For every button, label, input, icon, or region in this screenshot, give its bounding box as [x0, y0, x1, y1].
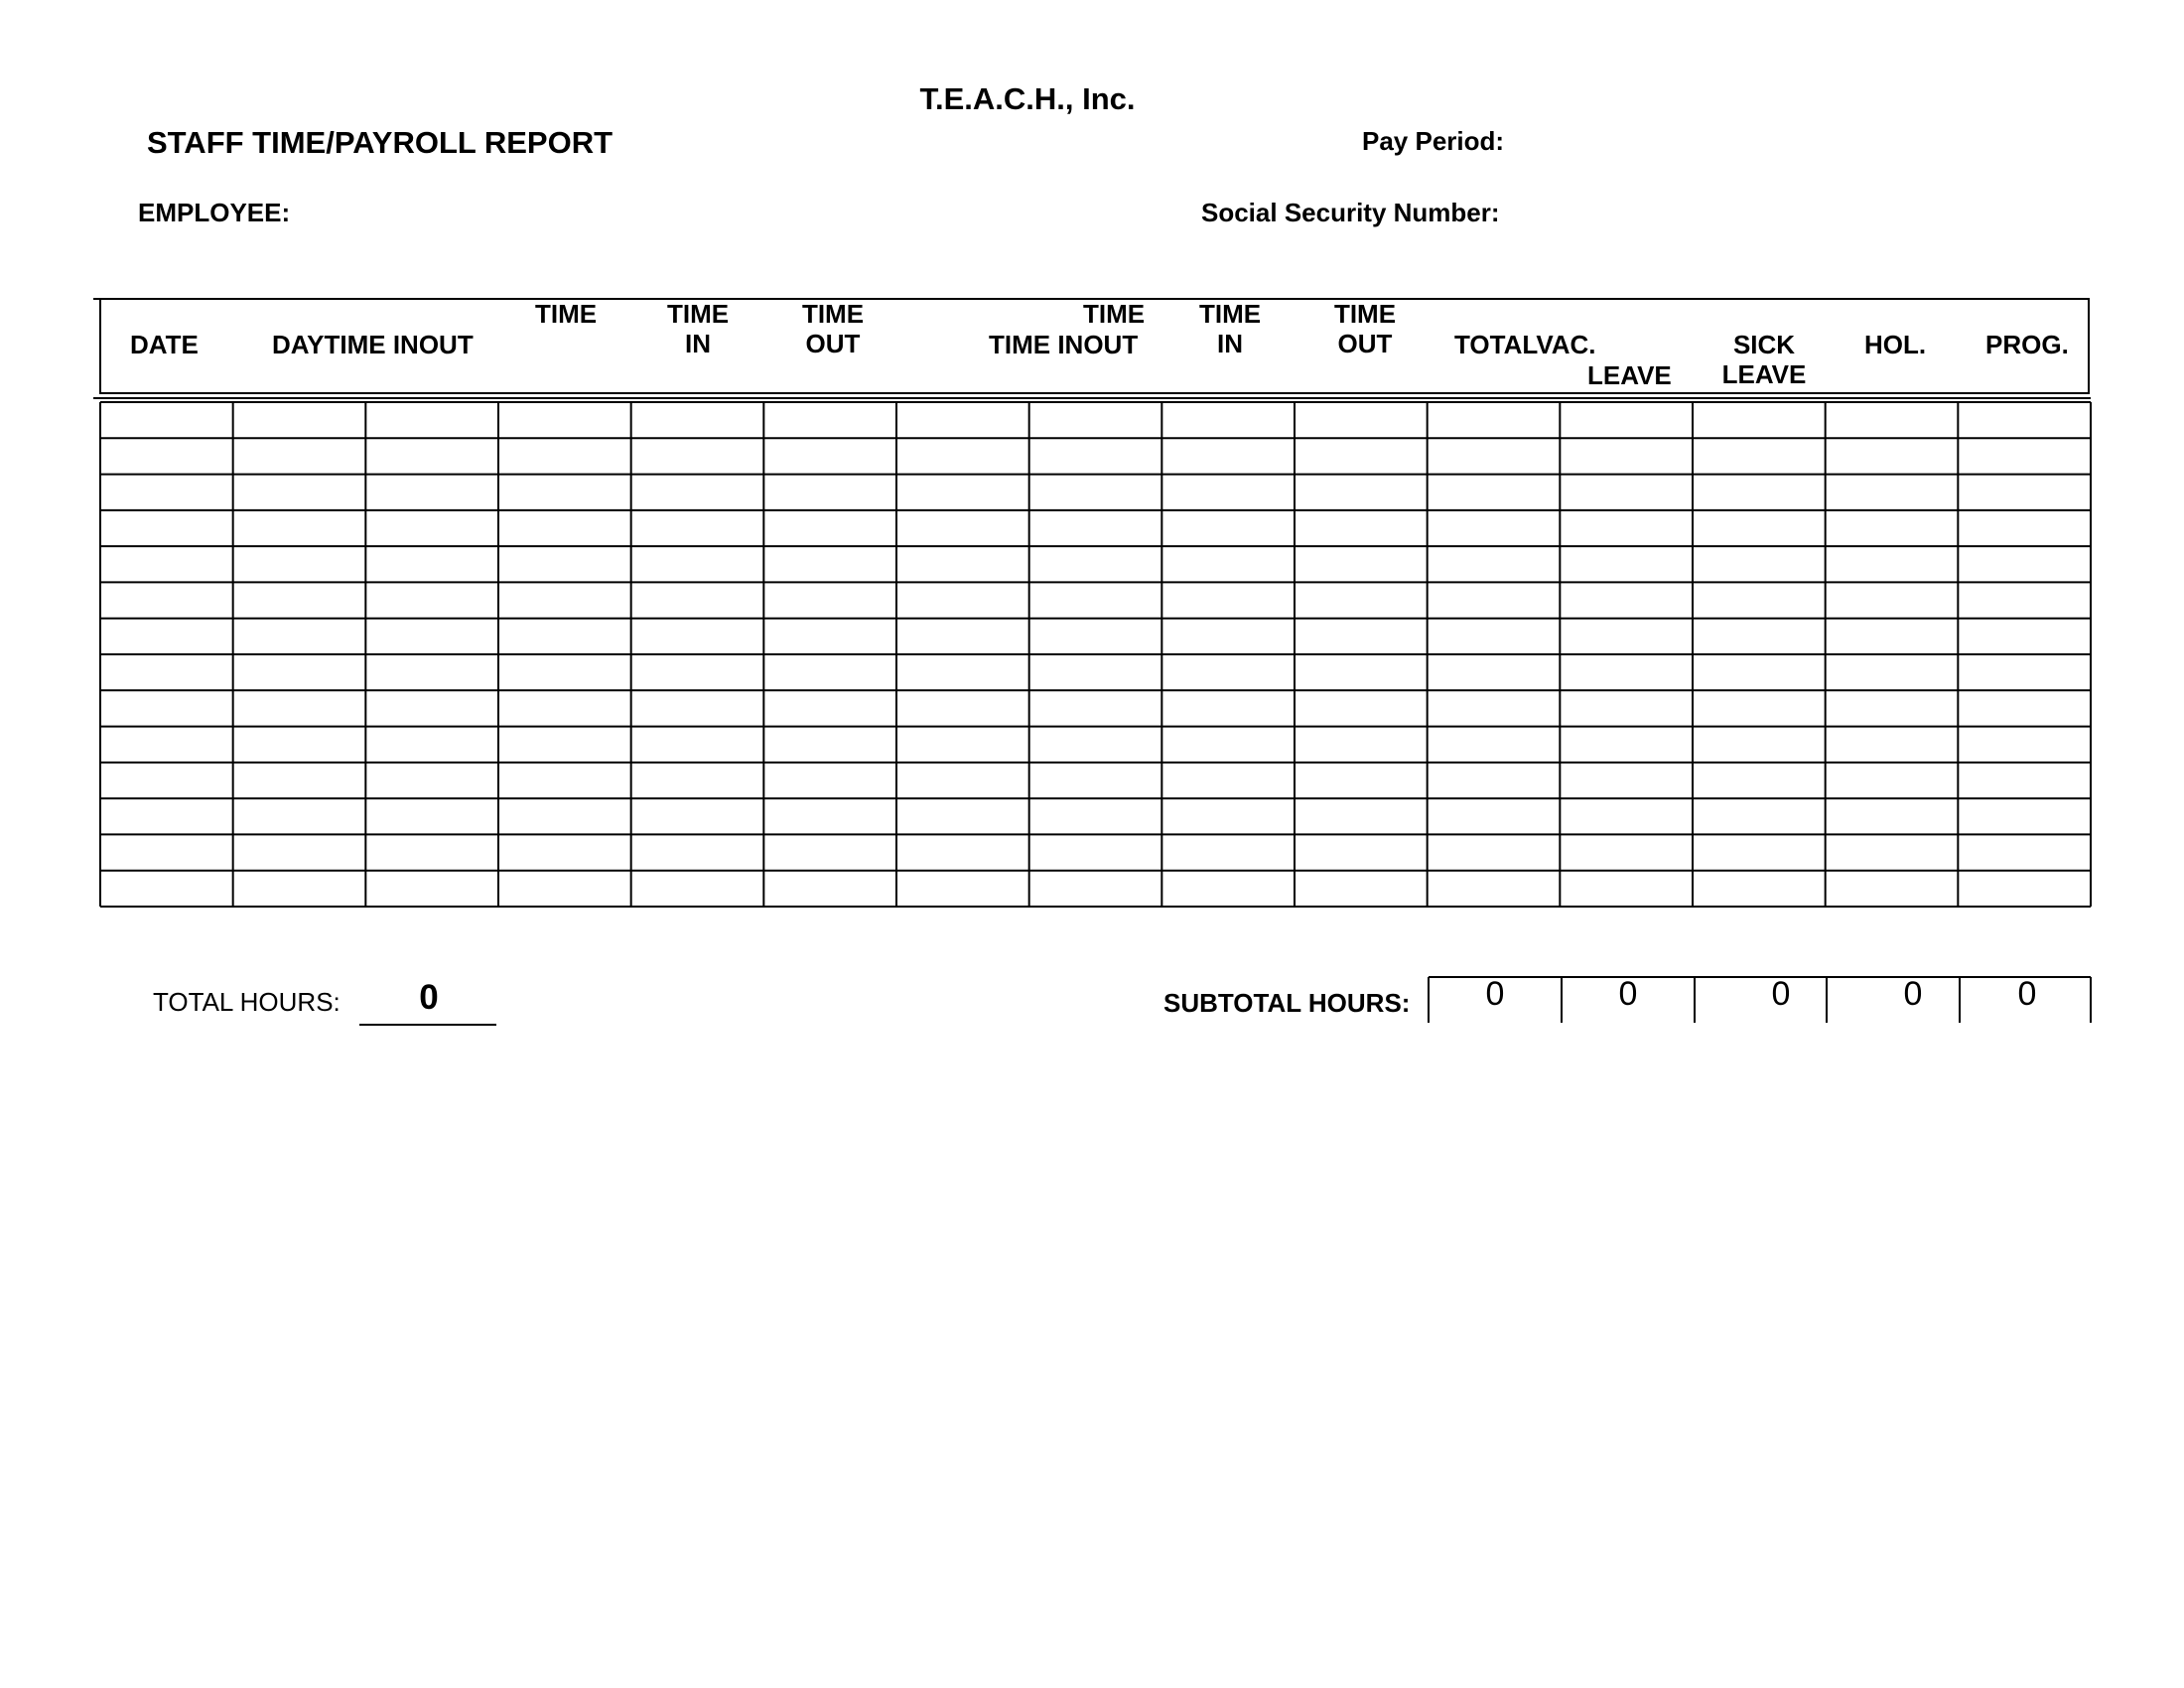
header-time-in-2-top: TIME	[1199, 299, 1262, 329]
header-daytime-inout: DAYTIME INOUT	[272, 330, 474, 359]
report-title: STAFF TIME/PAYROLL REPORT	[147, 125, 614, 160]
header-time-inout: TIME INOUT	[989, 330, 1139, 359]
header-time-1: TIME	[535, 299, 598, 329]
total-hours-value: 0	[419, 978, 439, 1017]
employee-label: EMPLOYEE:	[138, 198, 291, 227]
header-totalvac: TOTALVAC.	[1454, 330, 1596, 359]
header-time-in-2-bottom: IN	[1217, 329, 1243, 358]
header-date: DATE	[130, 330, 199, 359]
pay-period-label: Pay Period:	[1362, 126, 1505, 156]
subtotal-hol: 0	[1771, 975, 1791, 1013]
header-time-in-1-top: TIME	[667, 299, 730, 329]
subtotal-hours-label: SUBTOTAL HOURS:	[1163, 988, 1411, 1018]
header-time-in-1-bottom: IN	[685, 329, 711, 358]
subtotal-sick-leave: 0	[1618, 975, 1638, 1013]
ssn-label: Social Security Number:	[1201, 198, 1500, 227]
header-vac-leave: LEAVE	[1587, 360, 1672, 390]
header-prog: PROG.	[1985, 330, 2069, 359]
header-sick-top: SICK	[1732, 330, 1796, 359]
header-time-out-2-top: TIME	[1333, 299, 1397, 329]
header-sick-bottom: LEAVE	[1721, 359, 1807, 389]
subtotal-extra: 0	[2017, 975, 2037, 1013]
header-time-2: TIME	[1083, 299, 1146, 329]
company-name: T.E.A.C.H., Inc.	[919, 81, 1136, 116]
header-time-out-2-bottom: OUT	[1337, 329, 1393, 358]
header-hol: HOL.	[1864, 330, 1927, 359]
header-time-out-1-bottom: OUT	[805, 329, 861, 358]
subtotal-vac-leave: 0	[1485, 975, 1505, 1013]
header-time-out-1-top: TIME	[801, 299, 865, 329]
subtotal-prog: 0	[1903, 975, 1923, 1013]
total-hours-label: TOTAL HOURS:	[153, 987, 341, 1017]
